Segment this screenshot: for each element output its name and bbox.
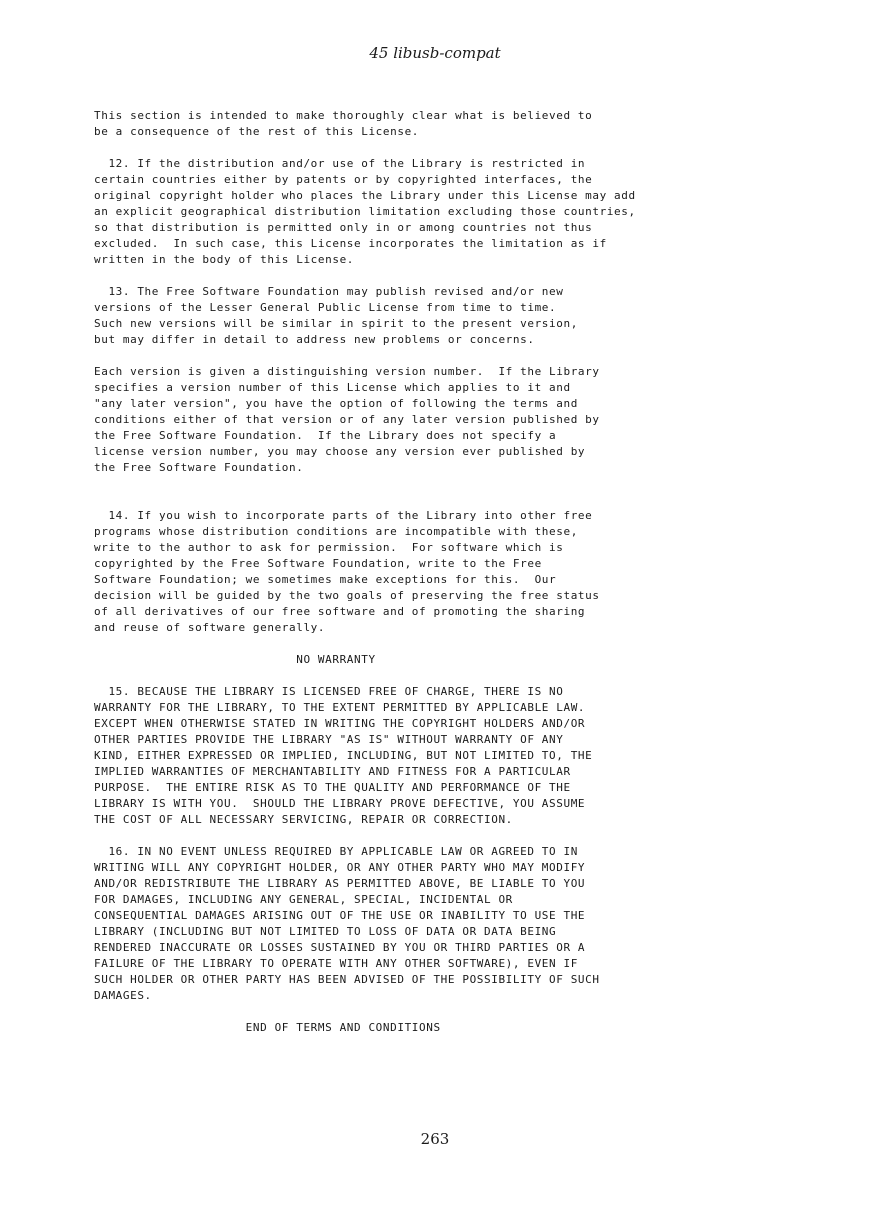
running-header: 45 libusb-compat xyxy=(369,44,501,62)
license-text-block: This section is intended to make thoroughly clear what is believed to be a consequence of the rest of this License. 12. If the distribution and/or use of the Library is restricted in certain countries either by patents or by copyrighted interfaces, the original copyright holder who places the Library under this License may add an explicit geographical distribution limitation excluding those countries, so that distribution is permitted only in or among countries not thus excluded. In such case, this License incorporates the limitation as if written in the body of this License. 13. The Free Software Foundation may publish revised and/or new versions of the Lesser General Public License from time to time. Such new versions will be similar in spirit to the present version, but may differ in detail to address new problems or concerns. Each version is given a distinguishing version number. If the Library specifies a version number of this License which applies to it and "any later version", you have the option of following the terms and conditions either of that version or of any later version published by the Free Software Foundation. If the Library does not specify a license version number, you may choose any version ever published by the Free Software Foundation. 14. If you wish to incorporate parts of the Library into other free programs whose distribution conditions are incompatible with these, write to the author to ask for permission. For software which is copyrighted by the Free Software Foundation, write to the Free Software Foundation; we sometimes make exceptions for this. Our decision will be guided by the two goals of preserving the free status of all derivatives of our free software and of promoting the sharing and reuse of software generally. NO WARRANTY 15. BECAUSE THE LIBRARY IS LICENSED FREE OF CHARGE, THERE IS NO WARRANTY FOR THE LIBRARY, TO THE EXTENT PERMITTED BY APPLICABLE LAW. EXCEPT WHEN OTHERWISE STATED IN WRITING THE COPYRIGHT HOLDERS AND/OR OTHER PARTIES PROVIDE THE LIBRARY "AS IS" WITHOUT WARRANTY OF ANY KIND, EITHER EXPRESSED OR IMPLIED, INCLUDING, BUT NOT LIMITED TO, THE IMPLIED WARRANTIES OF MERCHANTABILITY AND FITNESS FOR A PARTICULAR PURPOSE. THE ENTIRE RISK AS TO THE QUALITY AND PERFORMANCE OF THE LIBRARY IS WITH YOU. SHOULD THE LIBRARY PROVE DEFECTIVE, YOU ASSUME THE COST OF ALL NECESSARY SERVICING, REPAIR OR CORRECTION. 16. IN NO EVENT UNLESS REQUIRED BY APPLICABLE LAW OR AGREED TO IN WRITING WILL ANY COPYRIGHT HOLDER, OR ANY OTHER PARTY WHO MAY MODIFY AND/OR REDISTRIBUTE THE LIBRARY AS PERMITTED ABOVE, BE LIABLE TO YOU FOR DAMAGES, INCLUDING ANY GENERAL, SPECIAL, INCIDENTAL OR CONSEQUENTIAL DAMAGES ARISING OUT OF THE USE OR INABILITY TO USE THE LIBRARY (INCLUDING BUT NOT LIMITED TO LOSS OF DATA OR DATA BEING RENDERED INACCURATE OR LOSSES SUSTAINED BY YOU OR THIRD PARTIES OR A FAILURE OF THE LIBRARY TO OPERATE WITH ANY OTHER SOFTWARE), EVEN IF SUCH HOLDER OR OTHER PARTY HAS BEEN ADVISED OF THE POSSIBILITY OF SUCH DAMAGES. END OF TERMS AND CONDITIONS xyxy=(94,109,636,1034)
page-number: 263 xyxy=(420,1130,450,1148)
